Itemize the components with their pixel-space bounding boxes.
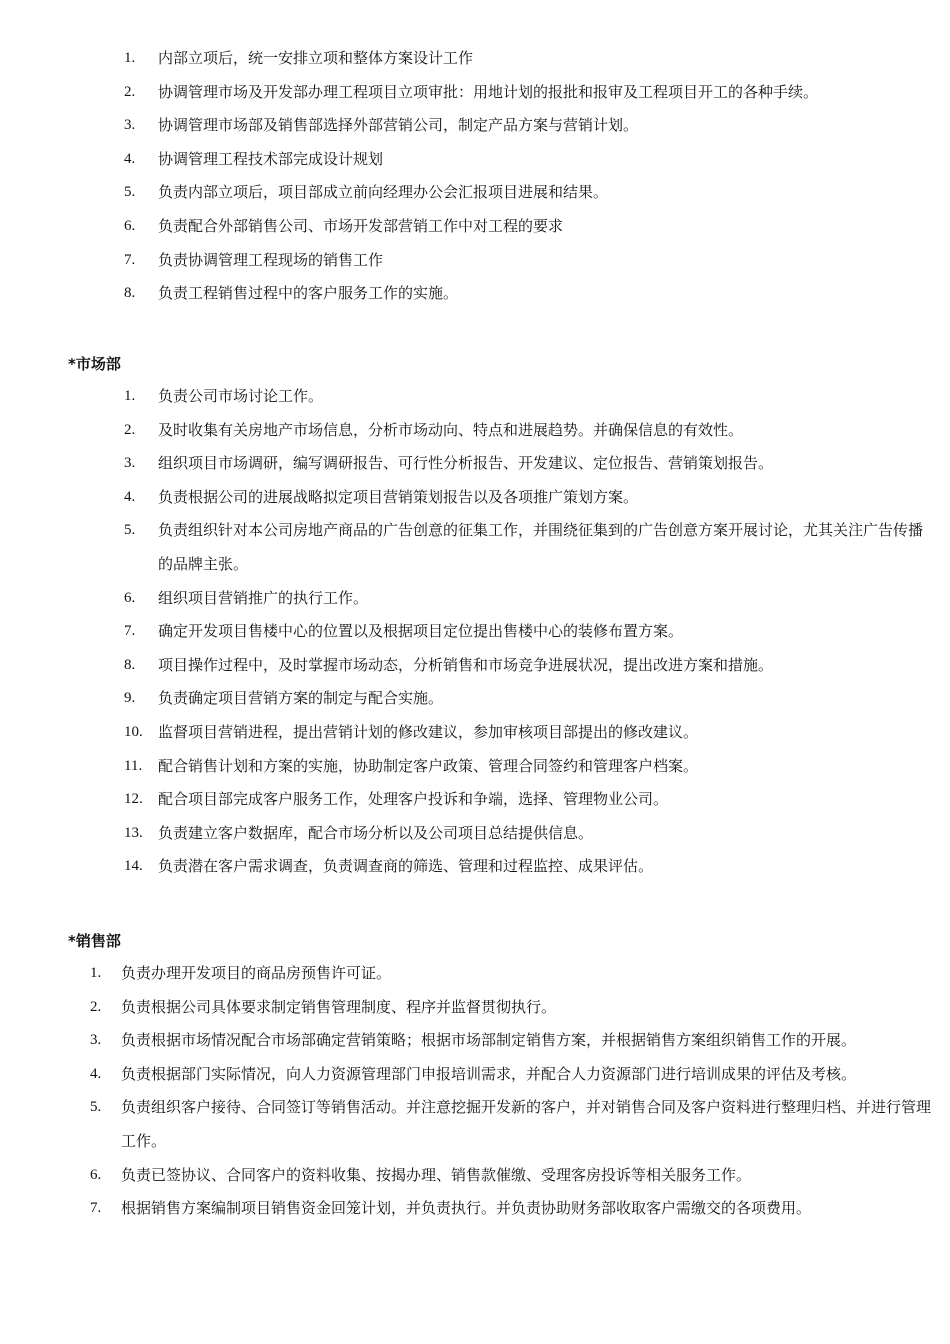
- item-text: 负责根据公司的进展战略拟定项目营销策划报告以及各项推广策划方案。: [158, 487, 639, 506]
- list-item: [124, 447, 928, 481]
- item-number: 7.: [124, 623, 136, 640]
- item-number: 3.: [124, 455, 136, 472]
- item-number: 2.: [124, 421, 136, 438]
- item-text: 负责协调管理工程现场的销售工作: [158, 250, 384, 269]
- list-item: [124, 682, 928, 716]
- list-item: [124, 817, 928, 851]
- item-text: 及时收集有关房地产市场信息，分析市场动向、特点和进展趋势。并确保信息的有效性。: [158, 420, 744, 439]
- list-item: [124, 716, 928, 750]
- item-text: 协调管理工程技术部完成设计规划: [158, 149, 384, 168]
- item-number: 7.: [90, 1200, 102, 1217]
- item-number: 2.: [124, 83, 136, 100]
- item-number: 1.: [124, 50, 136, 66]
- list-item: [124, 783, 928, 817]
- item-text: 负责确定项目营销方案的制定与配合实施。: [158, 689, 444, 708]
- item-text: 协调管理市场及开发部办理工程项目立项审批：用地计划的报批和报审及工程项目开工的各种手续。: [158, 82, 819, 101]
- item-text: 负责根据部门实际情况，向人力资源管理部门申报培训需求，并配合人力资源部门进行培训成果的评估及考核。: [121, 1064, 857, 1083]
- item-number: 4.: [124, 488, 136, 505]
- item-number: 3.: [90, 1032, 102, 1049]
- item-number: 10.: [124, 723, 143, 740]
- section-heading-sales: *销售部: [68, 932, 121, 950]
- list-item: [124, 414, 928, 448]
- item-number: 1.: [124, 388, 136, 404]
- list-item: [124, 514, 928, 581]
- item-number: 13.: [124, 824, 143, 841]
- item-number: 1.: [90, 965, 102, 981]
- item-text: 监督项目营销进程，提出营销计划的修改建议，参加审核项目部提出的修改建议。: [158, 722, 699, 741]
- item-text: 项目操作过程中，及时掌握市场动态，分析销售和市场竞争进展状况，提出改进方案和措施。: [158, 655, 774, 674]
- item-text: 负责内部立项后，项目部成立前向经理办公会汇报项目进展和结果。: [158, 183, 609, 202]
- item-text: 负责组织针对本公司房地产商品的广告创意的征集工作，并围绕征集到的广告创意方案开展讨论，尤其关注广告传播的品牌主张。: [158, 521, 924, 573]
- item-number: 8.: [124, 656, 136, 673]
- list-item: [90, 1159, 933, 1193]
- item-text: 协调管理市场部及销售部选择外部营销公司，制定产品方案与营销计划。: [158, 116, 639, 135]
- list-item: [124, 649, 928, 683]
- item-text: 负责根据市场情况配合市场部确定营销策略；根据市场部制定销售方案，并根据销售方案组织销售工作的开展。: [121, 1031, 857, 1050]
- list-item: [90, 1192, 933, 1226]
- item-number: 6.: [124, 589, 136, 606]
- item-text: 负责办理开发项目的商品房预售许可证。: [121, 964, 392, 982]
- item-text: 组织项目营销推广的执行工作。: [158, 588, 369, 607]
- item-number: 5.: [124, 184, 136, 201]
- item-text: 内部立项后，统一安排立项和整体方案设计工作: [158, 49, 474, 67]
- item-number: 6.: [124, 217, 136, 234]
- list-item: [124, 481, 928, 515]
- sales-duties-list: [90, 957, 933, 1226]
- list-item: [90, 1058, 933, 1092]
- item-number: 8.: [124, 285, 136, 302]
- item-text: 负责配合外部销售公司、市场开发部营销工作中对工程的要求: [158, 216, 564, 235]
- list-item: [124, 210, 928, 244]
- list-item: [124, 750, 928, 784]
- list-item: [124, 42, 928, 76]
- item-number: 3.: [124, 117, 136, 134]
- list-item: [124, 244, 928, 278]
- item-text: 负责工程销售过程中的客户服务工作的实施。: [158, 284, 459, 303]
- item-number: 5.: [124, 522, 136, 539]
- item-number: 14.: [124, 858, 143, 875]
- list-item: [90, 1091, 933, 1158]
- item-number: 11.: [124, 757, 143, 774]
- item-text: 负责建立客户数据库，配合市场分析以及公司项目总结提供信息。: [158, 823, 594, 842]
- item-number: 5.: [90, 1099, 102, 1116]
- item-number: 2.: [90, 998, 102, 1015]
- item-text: 确定开发项目售楼中心的位置以及根据项目定位提出售楼中心的装修布置方案。: [158, 622, 684, 641]
- list-item: [124, 109, 928, 143]
- department-duties-list: [124, 42, 928, 311]
- item-text: 配合项目部完成客户服务工作，处理客户投诉和争端，选择、管理物业公司。: [158, 790, 669, 809]
- list-item: [124, 380, 928, 414]
- marketing-duties-list: [124, 380, 928, 884]
- list-item: [124, 76, 928, 110]
- list-item: [90, 991, 933, 1025]
- item-text: 负责根据公司具体要求制定销售管理制度、程序并监督贯彻执行。: [121, 997, 557, 1016]
- item-number: 12.: [124, 791, 143, 808]
- item-text: 负责已签协议、合同客户的资料收集、按揭办理、销售款催缴、受理客房投诉等相关服务工作。: [121, 1165, 752, 1184]
- list-item: [124, 176, 928, 210]
- item-text: 负责组织客户接待、合同签订等销售活动。并注意挖掘开发新的客户，并对销售合同及客户资料进行整理归档、并进行管理工作。: [121, 1098, 932, 1150]
- item-text: 配合销售计划和方案的实施，协助制定客户政策、管理合同签约和管理客户档案。: [158, 756, 699, 775]
- list-item: [124, 143, 928, 177]
- section-heading-marketing: *市场部: [68, 355, 121, 373]
- item-number: 7.: [124, 251, 136, 268]
- item-number: 4.: [124, 150, 136, 167]
- item-text: 负责潜在客户需求调查，负责调查商的筛选、管理和过程监控、成果评估。: [158, 857, 654, 876]
- item-number: 9.: [124, 690, 136, 707]
- item-number: 6.: [90, 1166, 102, 1183]
- list-item: [124, 850, 928, 884]
- item-text: 负责公司市场讨论工作。: [158, 387, 324, 405]
- item-text: 组织项目市场调研，编写调研报告、可行性分析报告、开发建议、定位报告、营销策划报告。: [158, 454, 774, 473]
- list-item: [124, 582, 928, 616]
- item-text: 根据销售方案编制项目销售资金回笼计划，并负责执行。并负责协助财务部收取客户需缴交的各项费用。: [121, 1199, 812, 1218]
- list-item: [124, 615, 928, 649]
- list-item: [90, 957, 933, 991]
- item-number: 4.: [90, 1065, 102, 1082]
- list-item: [124, 277, 928, 311]
- list-item: [90, 1024, 933, 1058]
